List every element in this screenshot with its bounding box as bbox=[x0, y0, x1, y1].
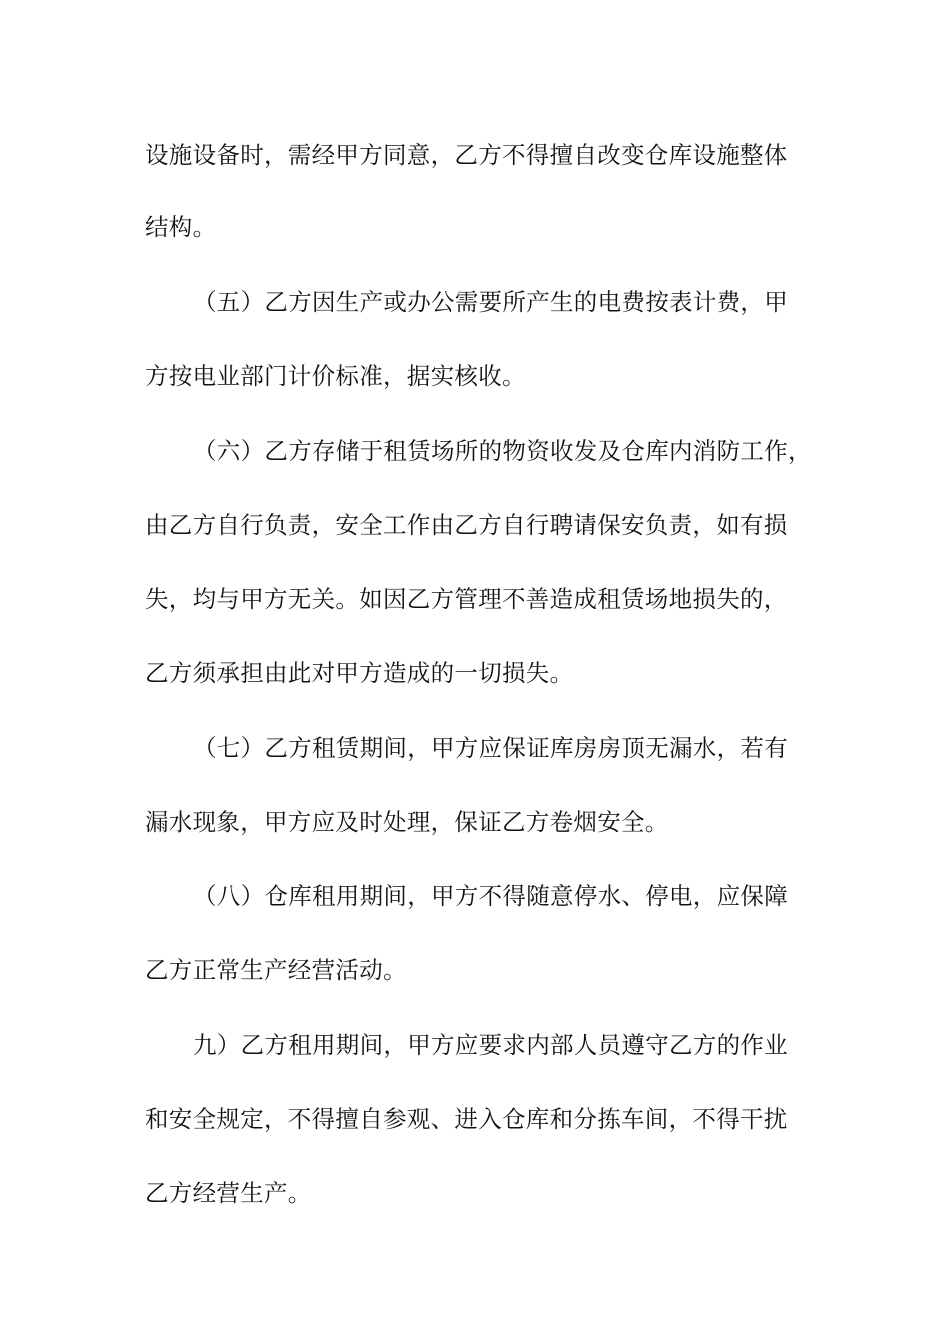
paragraph-line: （六）乙方存储于租赁场所的物资收发及仓库内消防工作， bbox=[193, 437, 812, 465]
paragraph-line: 乙方正常生产经营活动。 bbox=[145, 956, 407, 984]
paragraph-line: 乙方须承担由此对甲方造成的一切损失。 bbox=[145, 659, 574, 687]
paragraph-line: 和安全规定，不得擅自参观、进入仓库和分拣车间，不得干扰 bbox=[145, 1105, 788, 1133]
paragraph-line: 由乙方自行负责，安全工作由乙方自行聘请保安负责，如有损 bbox=[145, 511, 788, 539]
paragraph-line: 设施设备时，需经甲方同意，乙方不得擅自改变仓库设施整体 bbox=[145, 141, 788, 169]
paragraph-line: 失，均与甲方无关。如因乙方管理不善造成租赁场地损失的， bbox=[145, 585, 788, 613]
paragraph-line: 方按电业部门计价标准，据实核收。 bbox=[145, 362, 526, 390]
paragraph-line: 乙方经营生产。 bbox=[145, 1179, 312, 1207]
paragraph-line: 九）乙方租用期间，甲方应要求内部人员遵守乙方的作业 bbox=[193, 1031, 788, 1059]
paragraph-line: （八）仓库租用期间，甲方不得随意停水、停电，应保障 bbox=[193, 882, 788, 910]
paragraph-line: （五）乙方因生产或办公需要所产生的电费按表计费，甲 bbox=[193, 288, 788, 316]
paragraph-line: （七）乙方租赁期间，甲方应保证库房房顶无漏水，若有 bbox=[193, 734, 788, 762]
paragraph-line: 结构。 bbox=[145, 213, 217, 241]
paragraph-line: 漏水现象，甲方应及时处理，保证乙方卷烟安全。 bbox=[145, 808, 669, 836]
